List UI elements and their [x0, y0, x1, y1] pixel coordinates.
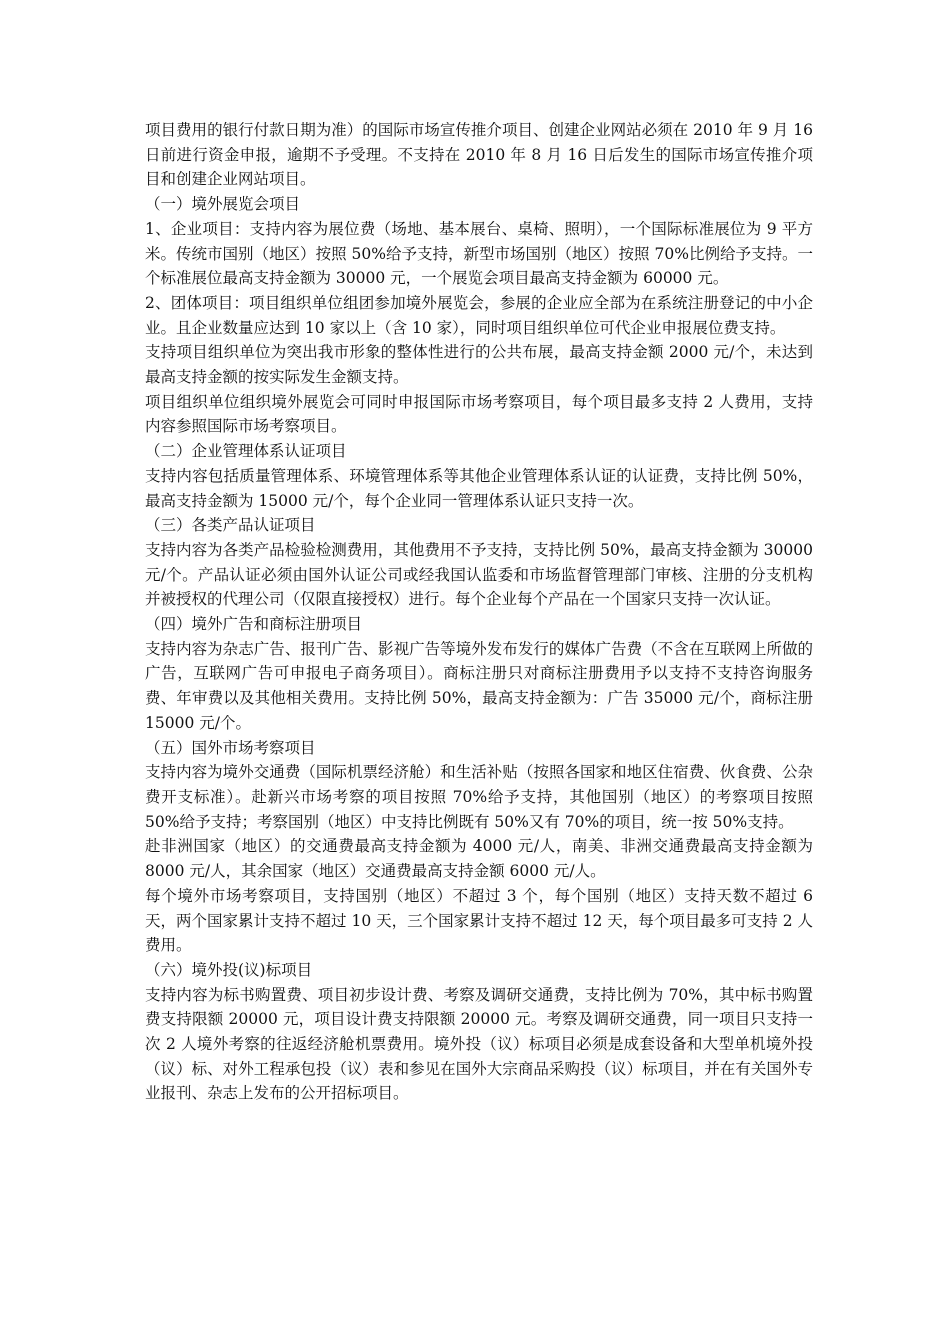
heading-market-inspection: （五）国外市场考察项目	[145, 738, 316, 757]
heading-management-certification: （二）企业管理体系认证项目	[145, 442, 347, 461]
paragraph-management-certification: 支持内容包括质量管理体系、环境管理体系等其他企业管理体系认证的认证费，支持比例 50%，最高支持金额为 15000 元/个，每个企业同一管理体系认证只支持一次。	[145, 466, 813, 510]
heading-product-certification: （三）各类产品认证项目	[145, 516, 316, 535]
heading-overseas-exhibition: （一）境外展览会项目	[145, 195, 301, 214]
paragraph-concurrent-inspection: 项目组织单位组织境外展览会可同时申报国际市场考察项目，每个项目最多支持 2 人费用，支持内容参照国际市场考察项目。	[145, 392, 813, 436]
paragraph-intro: 项目费用的银行付款日期为准）的国际市场宣传推介项目、创建企业网站必须在 2010 年 9 月 16 日前进行资金申报，逾期不予受理。不支持在 2010 年 8 月 16 日后发生的国际市场宣传推介项目和创建企业网站项目。	[145, 121, 813, 189]
paragraph-public-booth: 支持项目组织单位为突出我市形象的整体性进行的公共布展，最高支持金额 2000 元/个，未达到最高支持金额的按实际发生金额支持。	[145, 343, 813, 387]
heading-advertising-trademark: （四）境外广告和商标注册项目	[145, 615, 363, 634]
heading-overseas-bidding: （六）境外投(议)标项目	[145, 960, 313, 979]
paragraph-enterprise-project: 1、企业项目：支持内容为展位费（场地、基本展台、桌椅、照明），一个国际标准展位为 9 平方米。传统市国别（地区）按照 50%给予支持，新型市场国别（地区）按照 70%比例给予支持。一个标准展位最高支持金额为 30000 元，一个展览会项目最高支持金额为 60000 元。	[145, 219, 813, 288]
paragraph-product-certification: 支持内容为各类产品检验检测费用，其他费用不予支持，支持比例 50%，最高支持金额为 30000 元/个。产品认证必须由国外认证公司或经我国认监委和市场监督管理部门审核、注册的分支机构并被授权的代理公司（仅限直接授权）进行。每个企业每个产品在一个国家只支持一次认证。	[145, 540, 813, 609]
paragraph-market-inspection: 支持内容为境外交通费（国际机票经济舱）和生活补贴（按照各国家和地区住宿费、伙食费、公杂费开支标准）。赴新兴市场考察的项目按照 70%给予支持，其他国别（地区）的考察项目按照 50%给予支持；考察国别（地区）中支持比例既有 50%又有 70%的项目，统一按 50%支持。	[145, 763, 813, 831]
document-page	[145, 118, 813, 1106]
paragraph-group-project: 2、团体项目：项目组织单位组团参加境外展览会，参展的企业应全部为在系统注册登记的中小企业。且企业数量应达到 10 家以上（含 10 家），同时项目组织单位可代企业申报展位费支持。	[145, 293, 813, 337]
paragraph-advertising-trademark: 支持内容为杂志广告、报刊广告、影视广告等境外发布发行的媒体广告费（不含在互联网上所做的广告，互联网广告可申报电子商务项目）。商标注册只对商标注册费用予以支持不支持咨询服务费、年审费以及其他相关费用。支持比例 50%，最高支持金额为：广告 35000 元/个，商标注册 15000 元/个。	[145, 639, 813, 732]
paragraph-inspection-limits: 每个境外市场考察项目，支持国别（地区）不超过 3 个，每个国别（地区）支持天数不超过 6 天，两个国家累计支持不超过 10 天，三个国家累计支持不超过 12 天，每个项目最多可支持 2 人费用。	[145, 886, 813, 955]
paragraph-transport-limits: 赴非洲国家（地区）的交通费最高支持金额为 4000 元/人，南美、非洲交通费最高支持金额为 8000 元/人，其余国家（地区）交通费最高支持金额 6000 元/人。	[145, 837, 813, 881]
paragraph-overseas-bidding: 支持内容为标书购置费、项目初步设计费、考察及调研交通费，支持比例为 70%，其中标书购置费支持限额 20000 元，项目设计费支持限额 20000 元。考察及调研交通费，同一项目只支持一次 2 人境外考察的往返经济舱机票费用。境外投（议）标项目必须是成套设备和大型单机境外投（议）标、对外工程承包投（议）表和参见在国外大宗商品采购投（议）标项目，并在有关国外专业报刊、杂志上发布的公开招标项目。	[145, 985, 813, 1103]
